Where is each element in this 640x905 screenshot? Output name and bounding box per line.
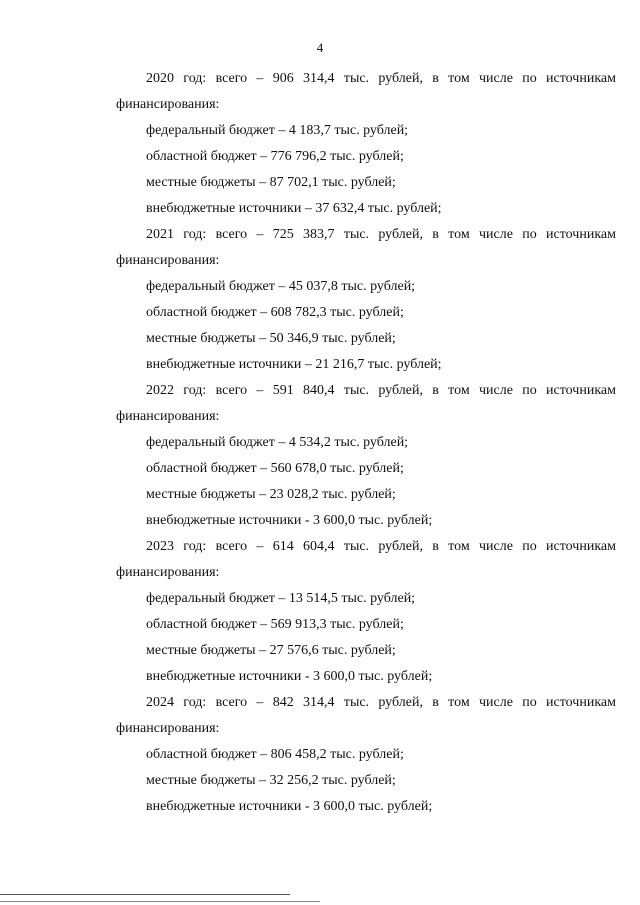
source-line: местные бюджеты – 27 576,6 тыс. рублей; (146, 643, 396, 658)
source-line: областной бюджет – 806 458,2 тыс. рублей; (146, 747, 404, 762)
bottom-divider (0, 894, 290, 895)
financing-continuation: финансирования: (116, 253, 220, 268)
financing-continuation: финансирования: (116, 565, 220, 580)
source-line: областной бюджет – 608 782,3 тыс. рублей; (146, 305, 404, 320)
source-line: внебюджетные источники – 21 216,7 тыс. рублей; (146, 357, 442, 372)
source-line: местные бюджеты – 23 028,2 тыс. рублей; (146, 487, 396, 502)
source-line: внебюджетные источники - 3 600,0 тыс. рублей; (146, 513, 433, 528)
source-line: внебюджетные источники – 37 632,4 тыс. рублей; (146, 201, 442, 216)
financing-content (0, 66, 640, 820)
source-line: областной бюджет – 569 913,3 тыс. рублей; (146, 617, 404, 632)
financing-continuation: финансирования: (116, 409, 220, 424)
year-block-2021 (0, 222, 640, 378)
source-line: областной бюджет – 776 796,2 тыс. рублей; (146, 149, 404, 164)
year-block-2024 (0, 690, 640, 820)
source-line: федеральный бюджет – 13 514,5 тыс. рублей; (146, 591, 416, 606)
source-line: федеральный бюджет – 4 534,2 тыс. рублей; (146, 435, 409, 450)
year-total-line: 2022 год: всего – 591 840,4 тыс. рублей, в том числе по источникам (146, 383, 616, 398)
year-block-2022 (0, 378, 640, 534)
financing-continuation: финансирования: (116, 97, 220, 112)
source-line: внебюджетные источники - 3 600,0 тыс. рублей; (146, 799, 433, 814)
year-total-line: 2024 год: всего – 842 314,4 тыс. рублей, в том числе по источникам (146, 695, 616, 710)
year-total-line: 2021 год: всего – 725 383,7 тыс. рублей, в том числе по источникам (146, 227, 616, 242)
bottom-divider (0, 901, 320, 902)
year-block-2020 (0, 66, 640, 222)
page-number: 4 (316, 40, 324, 55)
source-line: федеральный бюджет – 4 183,7 тыс. рублей; (146, 123, 409, 138)
year-total-line: 2020 год: всего – 906 314,4 тыс. рублей, в том числе по источникам (146, 71, 616, 86)
source-line: местные бюджеты – 87 702,1 тыс. рублей; (146, 175, 396, 190)
source-line: местные бюджеты – 50 346,9 тыс. рублей; (146, 331, 396, 346)
source-line: областной бюджет – 560 678,0 тыс. рублей; (146, 461, 404, 476)
source-line: внебюджетные источники - 3 600,0 тыс. рублей; (146, 669, 433, 684)
source-line: федеральный бюджет – 45 037,8 тыс. рублей; (146, 279, 416, 294)
source-line: местные бюджеты – 32 256,2 тыс. рублей; (146, 773, 396, 788)
year-block-2023 (0, 534, 640, 690)
year-total-line: 2023 год: всего – 614 604,4 тыс. рублей, в том числе по источникам (146, 539, 616, 554)
financing-continuation: финансирования: (116, 721, 220, 736)
